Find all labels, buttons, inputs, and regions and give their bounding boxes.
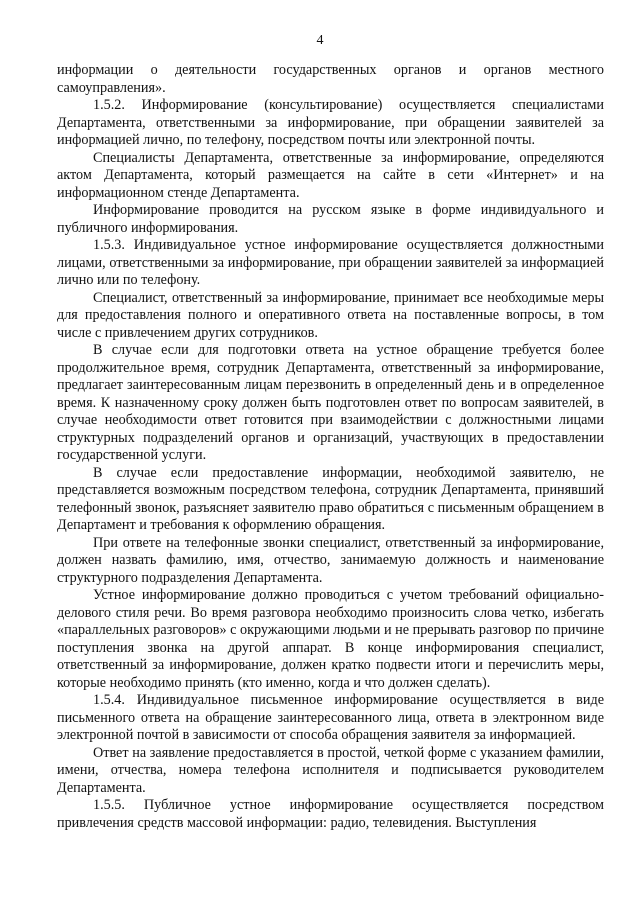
paragraph-2: 1.5.2. Информирование (консультирование) осуществляется специалистами Департамента, ответственными за информирование, при обращении заявителей за информацией лично, по телефону, посредством почты или электронной почты.: [57, 97, 604, 148]
paragraph-4: Информирование проводится на русском языке в форме индивидуального и публичного информирования.: [57, 202, 604, 236]
paragraph-6: Специалист, ответственный за информирование, принимает все необходимые меры для предоставления полного и оперативного ответа на поставленные вопросы, в том числе с привлечением других сотрудников.: [57, 289, 604, 341]
paragraph-9: При ответе на телефонные звонки специалист, ответственный за информирование, должен назвать фамилию, имя, отчество, занимаемую должность и наименование структурного подразделения Департамента.: [57, 534, 604, 586]
paragraph-10: Устное информирование должно проводиться с учетом требований официально-делового стиля речи. Во время разговора необходимо произносить слова четко, избегать «параллельных разговоров» с окружающими людьми и не прерывать разговор по причине поступления звонка на другой аппарат. В конце информирования специалист, ответственный за информирование, должен кратко подвести итоги и перечислить меры, которые необходимо принять (кто именно, когда и что должен сделать).: [57, 587, 604, 691]
paragraph-12: Ответ на заявление предоставляется в простой, четкой форме с указанием фамилии, имени, отчества, номера телефона исполнителя и подписывается руководителем Департамента.: [57, 744, 604, 796]
paragraph-1: информации о деятельности государственных органов и органов местного самоуправления».: [57, 62, 604, 96]
paragraph-5: 1.5.3. Индивидуальное устное информирование осуществляется должностными лицами, ответственными за информирование, при обращении заявителей за информацией лично или по телефону.: [57, 237, 604, 288]
document-body: [57, 62, 604, 832]
paragraph-7: В случае если для подготовки ответа на устное обращение требуется более продолжительное время, сотрудник Департамента, ответственный за информирование, предлагает заинтересованным лицам перезвонить в определенный день и в определенное время. К назначенному сроку должен быть подготовлен ответ по вопросам заявителей, в случае необходимости ответ готовится при взаимодействии с должностными лицами структурных подразделений органов и организаций, участвующих в предоставлении государственной услуги.: [57, 342, 604, 463]
paragraph-8: В случае если предоставление информации, необходимой заявителю, не представляется возможным посредством телефона, сотрудник Департамента, принявший телефонный звонок, разъясняет заявителю право обратиться с письменным обращением в Департамент и требования к оформлению обращения.: [57, 464, 604, 533]
page-number: 4: [316, 33, 324, 48]
paragraph-11: 1.5.4. Индивидуальное письменное информирование осуществляется в виде письменного ответа на обращение заинтересованного лица, ответа в электронном виде электронной почтой в зависимости от способа обращения заявителя за информацией.: [57, 692, 604, 743]
paragraph-3: Специалисты Департамента, ответственные за информирование, определяются актом Департамента, который размещается на сайте в сети «Интернет» и на информационном стенде Департамента.: [57, 149, 604, 201]
paragraph-13: 1.5.5. Публичное устное информирование осуществляется посредством привлечения средств массовой информации: радио, телевидения. Выступления: [57, 797, 604, 831]
